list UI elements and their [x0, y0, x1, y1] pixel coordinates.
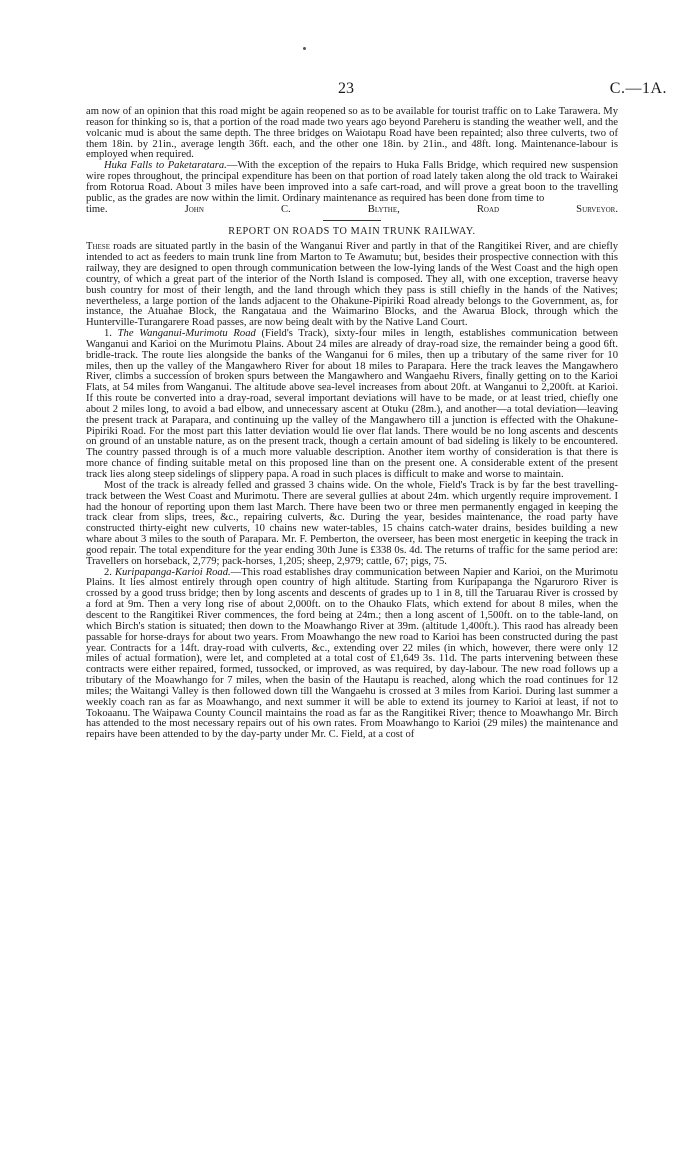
paragraph-report-intro [86, 242, 618, 329]
signature-line [86, 205, 618, 216]
paragraph-kuripapanga-karioi-body: —This road establishes dray communication between Napier and Karioi, on the Murimotu Plains. It lies almost entirely through open country of high altitude. Starting from Kuripapanga the Ngaruroro River is crossed by a good truss bridge; then by long ascents and descents of grades up to 1 in 8, till the Taruarau River is crossed by a ford at 9m. Then a very long rise of about 2,000ft. on to the Ohauko Flats, which extend for about 8 miles, when the descent to the Rangitikei River commences, the ford being at 24m.; then a long ascent of 1,500ft. on to the table-land, on which Birch's station is situated; then down to the Moawhango River at 39m. (altitude 1,400ft.). This raod has already been passable for horse-drays for about two years. From Moawhango the new road to Karioi has been constructed during the past year. Contracts for a 14ft. dray-road with culverts, &c., extending over 22 miles (in which, however, there were only 12 miles of actual formation), were let, and completed at a total cost of £1,649 3s. 11d. The parts intervening between these contracts were either repaired, formed, tussocked, or improved, as was required, by day-labour. The new road follows up a tributary of the Moawhango for 7 miles, when the basin of the Hautapu is reached, along which the road continues for 12 miles; the Waitangi Valley is then followed down till the Wangaehu is crossed at 3 miles from Karioi. During last summer a weekly coach ran as far as Moawhango, and next summer it will be able to extend its journey to Karioi at least, if not to Tokoaanu. The Waipawa County Council maintains the road as far as the Rangitikei River; thence to Moawhango Mr. Birch has attended to the most necessary repairs out of his own rates. From Moawhango to Karioi (29 miles) the maintenance and repairs have been attended to by the day-party under Mr. C. Field, at a cost of [86, 566, 618, 741]
paragraph-report-intro-body: roads are situated partly in the basin of the Wanganui River and partly in that of the Rangitikei River, and are chiefly intended to act as feeders to main trunk line from Marton to Te Awamutu; but, besides their prospective connection with this railway, they are designed to open through communication between the low-lying lands of the West Coast and the high open country, of which a great part of the interior of the North Island is composed. They all, with one exception, traverse heavy bush country for most of their length, and the land through which they pass is still chiefly in the hands of the Natives; nevertheless, a large portion of the lands adjacent to the Ohakune-Pipiriki Road already belongs to the Government, as, for instance, the Atuahae Block, the Rangataua and the Waimarino Blocks, and the Awarua Block, through which the Hunterville-Turangarere Road passes, are now being dealt with by the Native Land Court. [86, 241, 618, 329]
item-number-2: 2. [104, 566, 115, 578]
paragraph-continuation: am now of an opinion that this road might be again reopened so as to be available for tourist traffic on to Lake Tarawera. My reason for thinking so is, that a portion of the road made two years ago beyond Pareheru is standing the weather well, and the volcanic mud is about the same depth. The three bridges on Waiotapu Road have been repainted; also three culverts, two of them 18in. by 21in., average length 36ft. each, and the other one 18in. by 21in., and 48ft. long. Maintenance-labour is employed when required. [86, 106, 618, 161]
signature: John C. Blythe, Road Surveyor. [184, 203, 618, 215]
paragraph-huka-falls [86, 161, 618, 204]
paragraph-wanganui-murimotu-body: (Field's Track), sixty-four miles in length, establishes communication between Wanganui and Karioi on the Murimotu Plains. About 24 miles are already of dray-road size, the remainder being a good 6ft. bridle-track. The route lies alongside the banks of the Wanganui for 6 miles, then up a tributary of the same river for 10 miles, then up the valley of the Mangawhero River for about 18 miles to Parapara. Here the track leaves the Mangawhero River, climbs a succession of broken spurs between the Mangawhero and Wangaehu Rivers, finally getting on to the Karioi Flats, at 54 miles from Wanganui. The altitude above sea-level increases from about 20ft. at Wanganui to 2,200ft. at Karioi. If this route be converted into a dray-road, several important deviations will have to be made, or at least tried, chiefly one about 2 miles long, to avoid a bad elbow, and unnecessary ascent at Otuku (28m.), and another—a total deviation—leaving the present track at Parapara, and continuing up the valley of the Mangawhero till a junction is effected with the Ohakune-Pipiriki Road. For the most part this latter deviation would lie over flat lands. There would be no long ascents and descents on ground of an unstable nature, as on the present track, though a certain amount of bad sideling is likely to be encountered. The country passed through is of a much more valuable description. Another item worthy of consideration is that there is more chance of finding suitable metal on this proposed line than on the present one. A considerable extent of the present track lies along steep sidelings of slippery papa. A road in such places is difficult to make and worse to maintain. [86, 328, 619, 480]
page-number: 23 [338, 80, 354, 97]
paragraph-huka-falls-end: time. [86, 203, 108, 215]
report-title: REPORT ON ROADS TO MAIN TRUNK RAILWAY. [228, 226, 476, 238]
section-divider [323, 220, 381, 221]
punch-mark [303, 47, 306, 50]
section-heading-kuripapanga-karioi: Kuripapanga-Karioi Road. [114, 566, 231, 578]
paragraph-huka-falls-body: —With the exception of the repairs to Huka Falls Bridge, which required new suspension wire ropes throughout, the principal expenditure has been on that portion of road lately taken along the old track to Wairakei from Rotorua Road. About 3 miles have been improved into a safe cart-road, and will prove a great boon to the travelling public, as the grades are now within the limit. Ordinary maintenance as required has been done from time to [86, 160, 618, 204]
section-heading-huka-falls: Huka Falls to Paketaratara. [104, 160, 227, 172]
paragraph-kuripapanga-karioi [86, 568, 618, 742]
page-header [0, 80, 700, 100]
body-text [86, 107, 618, 741]
paragraph-wanganui-murimotu [86, 329, 618, 481]
paragraph-fields-track: Most of the track is already felled and grassed 3 chains wide. On the whole, Field's Track is by far the best travelling-track between the West Coast and Murimotu. There are several gullies at about 24m. which urgently require improvement. I had the honour of reporting upon them last March. There have been two or three men permanently engaged in keeping the track clear from slips, trees, &c., repairing culverts, &c. During the year, besides maintenance, the road party have constructed thirty-eight new culverts, 10 chains new water-tables, 15 chains catch-water drains, besides building a new whare about 3 miles to the south of Parapara. Mr. F. Pemberton, the overseer, has been most energetic in keeping the track in good repair. The total expenditure for the year ending 30th June is £338 0s. 4d. The returns of traffic for the same period are: Travellers on horseback, 2,779; pack-horses, 1,205; sheep, 2,979; cattle, 67; pigs, 75. [86, 479, 618, 567]
lead-word: These [86, 241, 110, 253]
document-code: C.—1A. [609, 80, 667, 97]
item-number-1: 1. [104, 328, 118, 340]
section-heading-wanganui-murimotu: The Wanganui-Murimotu Road [117, 328, 256, 340]
